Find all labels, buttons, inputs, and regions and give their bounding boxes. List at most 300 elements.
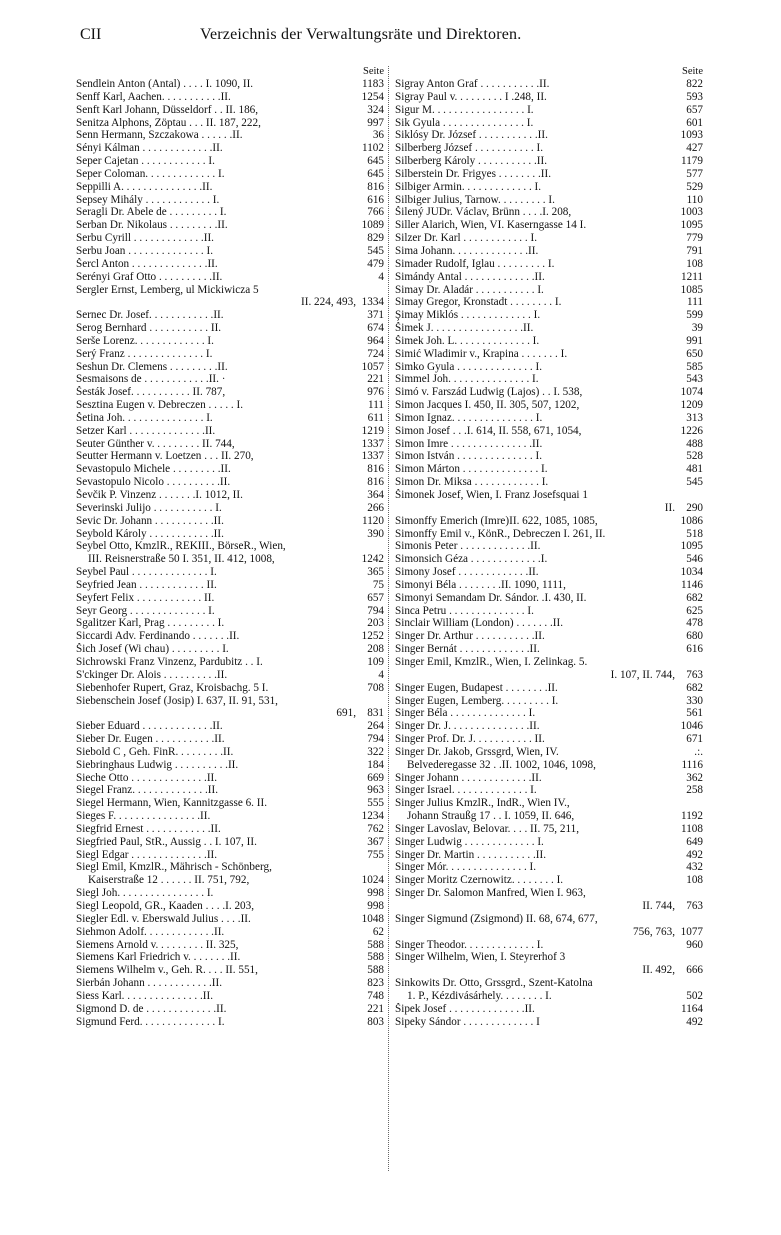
entry-text: Sichrowski Franz Vinzenz, Pardubitz . . I. — [76, 655, 263, 668]
entry-page: 964 — [367, 334, 384, 347]
index-entry — [76, 849, 384, 862]
entry-page: 724 — [367, 347, 384, 360]
entry-text: Simay Gregor, Kronstadt . . . . . . . . I. — [395, 296, 562, 309]
entry-text: Silzer Dr. Karl . . . . . . . . . . . . I. — [395, 232, 537, 245]
index-entry — [76, 296, 384, 309]
entry-page: 371 — [367, 309, 384, 322]
entry-page: 1242 — [361, 553, 384, 566]
entry-text: Siebringhaus Ludwig . . . . . . . . . .II. — [76, 758, 239, 771]
entry-page: 488 — [686, 437, 703, 450]
entry-text: Seyfert Felix . . . . . . . . . . . . II. — [76, 591, 215, 604]
entry-page: 518 — [686, 527, 703, 540]
entry-text: Sieges F. . . . . . . . . . . . . . . .II. — [76, 810, 211, 823]
index-entry — [76, 284, 384, 297]
index-entry — [76, 117, 384, 130]
index-entry — [395, 990, 703, 1003]
entry-page: 822 — [686, 78, 703, 90]
entry-text: Simon Ignaz. . . . . . . . . . . . . . . I. — [395, 411, 543, 424]
entry-text: Simonyi Semandam Dr. Sándor. .I. 430, II. — [395, 591, 587, 604]
entry-page — [675, 489, 703, 502]
entry-page: 39 — [691, 322, 703, 335]
column-divider — [388, 66, 389, 1171]
entry-text: Sergler Ernst, Lemberg, ul Mickiwicza 5 — [76, 283, 259, 296]
index-entry — [395, 91, 703, 104]
entry-page: 763 — [686, 668, 703, 681]
index-entry — [395, 707, 703, 720]
entry-page: 1120 — [362, 514, 384, 527]
index-entry — [395, 823, 703, 836]
entry-page: 1252 — [361, 630, 384, 643]
entry-page: 625 — [686, 604, 703, 617]
entry-page: 1211 — [681, 270, 703, 283]
entry-page: 75 — [372, 578, 384, 591]
entry-page: 62 — [372, 925, 384, 938]
entry-text: Singer Dr. Jakob, Grssgrd, Wien, IV. — [395, 745, 559, 758]
entry-page — [675, 797, 703, 810]
entry-text: Belvederegasse 32 . .II. 1002, 1046, 1098, — [407, 758, 596, 771]
entry-text: Seppilli A. . . . . . . . . . . . . . .II. — [76, 180, 213, 193]
entry-text: Simić Wladimir v., Krapina . . . . . . . I. — [395, 347, 568, 360]
index-entry — [395, 772, 703, 785]
index-entry — [395, 463, 703, 476]
index-entry — [76, 399, 384, 412]
entry-page: 546 — [686, 553, 703, 566]
entry-text: Siegl Edgar . . . . . . . . . . . . . .II. — [76, 848, 218, 861]
index-entry — [76, 823, 384, 836]
entry-text: Seragli Dr. Abele de . . . . . . . . . I. — [76, 206, 227, 219]
index-entry — [395, 438, 703, 451]
entry-page: 258 — [686, 784, 703, 797]
index-entry — [76, 168, 384, 181]
entry-page: 322 — [367, 745, 384, 758]
index-entry — [395, 951, 703, 964]
entry-page: 1179 — [681, 155, 703, 168]
index-entry — [76, 592, 384, 605]
entry-text: Sigmund Ferd. . . . . . . . . . . . . . I. — [76, 1015, 225, 1028]
entry-text: Sieber Dr. Eugen . . . . . . . . . . .II. — [76, 733, 225, 746]
index-entry — [76, 502, 384, 515]
entry-page: 184 — [367, 758, 384, 771]
entry-text: Sevic Dr. Johann . . . . . . . . . . .II. — [76, 514, 224, 527]
index-entry — [76, 656, 384, 669]
index-entry — [76, 836, 384, 849]
index-entry — [76, 643, 384, 656]
index-entry — [395, 617, 703, 630]
entry-page: 671 — [686, 733, 703, 746]
index-entry — [395, 502, 703, 515]
index-entry — [76, 78, 384, 91]
entry-text: Silberberg József . . . . . . . . . . . I. — [395, 142, 544, 155]
index-entry — [395, 142, 703, 155]
entry-text: Serényi Graf Otto . . . . . . . . . .II. — [76, 270, 223, 283]
entry-page: 1108 — [681, 822, 703, 835]
entry-text: Simon Imre . . . . . . . . . . . . . . .II. — [395, 437, 543, 450]
index-entry — [76, 463, 384, 476]
entry-text: Singer Dr. Salomon Manfred, Wien I. 963, — [395, 887, 586, 900]
entry-page: 829 — [367, 232, 384, 245]
index-entry — [395, 540, 703, 553]
entry-page: 1219 — [361, 424, 384, 437]
entry-page: 708 — [367, 681, 384, 694]
entry-text: Simó v. Farszád Ludwig (Lajos) . . I. 538, — [395, 386, 583, 399]
entry-text: Singer Béla . . . . . . . . . . . . . . I. — [395, 707, 536, 720]
index-entry — [395, 656, 703, 669]
index-entry — [395, 335, 703, 348]
index-entry — [76, 194, 384, 207]
index-entry — [395, 695, 703, 708]
index-entry — [76, 617, 384, 630]
index-entry — [76, 181, 384, 194]
index-entry — [395, 361, 703, 374]
index-entry — [395, 348, 703, 361]
entry-text: Sigur M. . . . . . . . . . . . . . . . . I. — [395, 103, 534, 116]
entry-text: Serbu Joan . . . . . . . . . . . . . . I. — [76, 244, 214, 257]
entry-text: Siegfrid Ernest . . . . . . . . . . . .II. — [76, 822, 221, 835]
entry-text: Singer Sigmund (Zsigmond) II. 68, 674, 677, — [395, 912, 598, 925]
index-entry — [76, 874, 384, 887]
entry-text: Sieber Eduard . . . . . . . . . . . . .II. — [76, 720, 223, 733]
index-entry — [395, 643, 703, 656]
entry-page: 645 — [367, 155, 384, 168]
index-entry — [395, 682, 703, 695]
entry-text: III. Reisnerstraße 50 I. 351, II. 412, 1008, — [88, 553, 275, 566]
entry-text: Sgalitzer Karl, Prag . . . . . . . . . I. — [76, 617, 225, 630]
entry-text: Senff Karl, Aachen. . . . . . . . . . .II. — [76, 90, 231, 103]
entry-page: 991 — [686, 334, 703, 347]
entry-page: 502 — [686, 989, 703, 1002]
entry-page: 593 — [686, 90, 703, 103]
index-entry — [395, 630, 703, 643]
entry-page: 998 — [367, 887, 384, 900]
entry-text: Simader Rudolf, Iglau . . . . . . . . . I. — [395, 257, 555, 270]
index-entry — [76, 772, 384, 785]
index-entry — [76, 489, 384, 502]
entry-text: Simonis Peter . . . . . . . . . . . . .II. — [395, 540, 541, 553]
entry-text: Senitza Alphons, Zöptau . . . II. 187, 222, — [76, 116, 261, 129]
index-entry — [76, 977, 384, 990]
index-entry — [76, 129, 384, 142]
index-entry — [395, 784, 703, 797]
index-entry — [395, 232, 703, 245]
entry-text: Setzer Karl . . . . . . . . . . . . . .II. — [76, 424, 216, 437]
left-column — [76, 65, 384, 1028]
entry-page: 1234 — [361, 810, 384, 823]
index-entry — [76, 784, 384, 797]
entry-page: 588 — [367, 938, 384, 951]
index-entry — [395, 309, 703, 322]
entry-page: .:. — [694, 745, 703, 758]
entry-text: Siccardi Adv. Ferdinando . . . . . . .II. — [76, 630, 240, 643]
index-entry — [395, 861, 703, 874]
entry-page: 831 — [367, 707, 384, 720]
index-entry — [395, 810, 703, 823]
index-entry — [395, 553, 703, 566]
entry-text: II. 492, — [642, 964, 675, 977]
entry-page: 367 — [367, 835, 384, 848]
entry-text: Sinca Petru . . . . . . . . . . . . . . I. — [395, 604, 534, 617]
entry-page: 264 — [367, 720, 384, 733]
entry-text: Singer Prof. Dr. J. . . . . . . . . . . II. — [395, 733, 545, 746]
index-entry — [395, 284, 703, 297]
entry-page: 290 — [686, 501, 703, 514]
entry-page: 110 — [686, 193, 703, 206]
entry-text: Šimek J. . . . . . . . . . . . . . . . .II. — [395, 322, 534, 335]
entry-text: Siegler Edl. v. Eberswald Julius . . . .II. — [76, 912, 251, 925]
index-entry — [395, 1003, 703, 1016]
entry-text: Siegl Emil, KmzlR., Mährisch - Schönberg, — [76, 861, 272, 874]
index-entry — [395, 566, 703, 579]
entry-page: 479 — [367, 257, 384, 270]
index-entry — [76, 104, 384, 117]
entry-page: 650 — [686, 347, 703, 360]
entry-text: I. 107, II. 744, — [610, 668, 675, 681]
index-entry — [395, 450, 703, 463]
index-entry — [395, 1016, 703, 1029]
index-entry — [76, 309, 384, 322]
entry-page: 645 — [367, 167, 384, 180]
entry-text: Sinkowits Dr. Otto, Grssgrd., Szent-Katolna — [395, 977, 593, 990]
entry-page: 362 — [686, 771, 703, 784]
index-entry — [395, 926, 703, 939]
entry-page: 588 — [367, 951, 384, 964]
index-entry — [395, 849, 703, 862]
seite-label: Seite — [682, 66, 703, 77]
entry-text: Simony Josef . . . . . . . . . . . . .II. — [395, 566, 539, 579]
entry-page: 1337 — [361, 437, 384, 450]
index-entry — [395, 836, 703, 849]
entry-text: Seper Cajetan . . . . . . . . . . . . I. — [76, 155, 215, 168]
index-entry — [76, 797, 384, 810]
index-entry — [395, 271, 703, 284]
entry-page: 1116 — [681, 758, 703, 771]
index-entry — [395, 759, 703, 772]
index-entry — [395, 720, 703, 733]
entry-page: 1034 — [680, 566, 703, 579]
entry-text: Siller Alarich, Wien, VI. Kaserngasse 14 I. — [395, 219, 587, 232]
entry-page: 674 — [367, 322, 384, 335]
entry-page: 427 — [686, 142, 703, 155]
entry-text: Kaiserstraße 12 . . . . . . II. 751, 792, — [88, 874, 250, 887]
entry-page — [675, 913, 703, 926]
entry-text: Singer Bernát . . . . . . . . . . . . .II. — [395, 643, 540, 656]
entry-text: Šich Josef (Wi chau) . . . . . . . . . I. — [76, 643, 229, 656]
index-entry — [395, 605, 703, 618]
right-column — [395, 65, 703, 1028]
entry-page: 561 — [686, 707, 703, 720]
entry-text: Siebenhofer Rupert, Graz, Kroisbachg. 5 I. — [76, 681, 269, 694]
entry-page: 1086 — [680, 514, 703, 527]
entry-page: 545 — [367, 244, 384, 257]
entry-page — [356, 695, 384, 708]
entry-text: II. 224, 493, — [301, 296, 356, 309]
entry-text: Sigmond D. de . . . . . . . . . . . . .II. — [76, 1002, 227, 1015]
entry-text: Simándy Antal . . . . . . . . . . . . .II. — [395, 270, 545, 283]
index-entry — [395, 129, 703, 142]
entry-page: 1226 — [680, 424, 703, 437]
entry-text: Severinski Julijo . . . . . . . . . . . I. — [76, 501, 222, 514]
index-entry — [76, 335, 384, 348]
entry-text: Singer Israel. . . . . . . . . . . . . . I. — [395, 784, 537, 797]
index-entry — [76, 450, 384, 463]
entry-text: Singer Theodor. . . . . . . . . . . . . I. — [395, 938, 544, 951]
entry-page: 221 — [367, 1002, 384, 1015]
entry-text: Sevastopulo Nicolo . . . . . . . . . .II. — [76, 476, 231, 489]
entry-page: 108 — [686, 257, 703, 270]
index-entry — [76, 990, 384, 1003]
index-entry — [395, 386, 703, 399]
entry-text: Sevastopulo Michele . . . . . . . . .II. — [76, 463, 231, 476]
entry-text: Šimonek Josef, Wien, I. Franz Josefsquai 1 — [395, 489, 588, 501]
index-entry — [76, 887, 384, 900]
entry-page: 616 — [686, 643, 703, 656]
index-entry — [395, 425, 703, 438]
entry-text: Simko Gyula . . . . . . . . . . . . . . I. — [395, 360, 542, 373]
entry-text: 1. P., Kézdivásárhely. . . . . . . . I. — [407, 989, 552, 1002]
entry-page: 748 — [367, 989, 384, 1002]
entry-text: Serý Franz . . . . . . . . . . . . . . I. — [76, 347, 213, 360]
entry-page: 1048 — [361, 912, 384, 925]
index-entry — [76, 412, 384, 425]
entry-page: 816 — [367, 463, 384, 476]
entry-page — [675, 977, 703, 990]
entry-text: Šilený JUDr. Václav, Brünn . . . .I. 208, — [395, 206, 572, 219]
index-entry — [76, 142, 384, 155]
entry-page: 1192 — [681, 810, 703, 823]
entry-text: Šimek Joh. L. . . . . . . . . . . . . . I. — [395, 334, 540, 347]
entry-text: Seshun Dr. Clemens . . . . . . . . .II. — [76, 360, 228, 373]
entry-page: 545 — [686, 476, 703, 489]
page-title: Verzeichnis der Verwaltungsräte und Direktoren. — [200, 26, 522, 43]
entry-page: 492 — [686, 848, 703, 861]
entry-text: Singer Dr. Arthur . . . . . . . . . . .II. — [395, 630, 545, 643]
entry-text: Seybel Paul . . . . . . . . . . . . . . I. — [76, 566, 217, 579]
index-entry — [395, 733, 703, 746]
entry-page: 208 — [367, 643, 384, 656]
index-entry — [76, 900, 384, 913]
index-entry — [76, 515, 384, 528]
entry-page: 680 — [686, 630, 703, 643]
entry-page: 997 — [367, 116, 384, 129]
index-entry — [76, 245, 384, 258]
entry-text: II. — [664, 501, 675, 514]
entry-text: Sényi Kálman . . . . . . . . . . . . .II. — [76, 142, 223, 155]
entry-text: Singer Wilhelm, Wien, I. Steyrerhof 3 — [395, 951, 566, 964]
entry-page: 1334 — [361, 296, 384, 309]
entry-page: 1046 — [680, 720, 703, 733]
index-entry — [76, 707, 384, 720]
entry-page: 1089 — [361, 219, 384, 232]
entry-text: Simon Josef . . .I. 614, II. 558, 671, 1054, — [395, 424, 582, 437]
entry-page: 1183 — [362, 78, 384, 90]
index-entry — [395, 900, 703, 913]
entry-text: Sesmaisons de . . . . . . . . . . . .II. · — [76, 373, 226, 386]
index-entry — [76, 373, 384, 386]
index-entry — [76, 720, 384, 733]
index-entry — [76, 425, 384, 438]
entry-text: Siehmon Adolf. . . . . . . . . . . . .II. — [76, 925, 225, 938]
entry-page: 816 — [367, 476, 384, 489]
entry-text: Seyr Georg . . . . . . . . . . . . . . I. — [76, 604, 215, 617]
entry-text: Šipek Josef . . . . . . . . . . . . . .II. — [395, 1002, 535, 1015]
entry-page: 766 — [367, 206, 384, 219]
entry-text: Siess Karl. . . . . . . . . . . . . . .II. — [76, 989, 214, 1002]
entry-text: 691, — [336, 707, 356, 720]
entry-text: Seuter Günther v. . . . . . . . . II. 744, — [76, 437, 235, 450]
index-entry — [395, 219, 703, 232]
index-entry — [76, 540, 384, 553]
entry-text: Simmel Joh. . . . . . . . . . . . . . . I. — [395, 373, 539, 386]
entry-text: II. 744, — [642, 900, 675, 912]
entry-text: Simonffy Emerich (Imre)II. 622, 1085, 1085, — [395, 514, 598, 527]
entry-page: 528 — [686, 450, 703, 463]
entry-page: 791 — [686, 244, 703, 257]
index-entry — [76, 939, 384, 952]
index-entry — [395, 373, 703, 386]
entry-page: 1337 — [361, 450, 384, 463]
index-entry — [76, 605, 384, 618]
entry-page: 762 — [367, 822, 384, 835]
entry-text: Siebold C , Geh. FinR. . . . . . . . .II. — [76, 745, 234, 758]
seite-label: Seite — [363, 66, 384, 77]
entry-text: Sipeky Sándor . . . . . . . . . . . . . I — [395, 1015, 540, 1028]
entry-page: 611 — [367, 411, 384, 424]
page-number: CII — [80, 26, 102, 43]
entry-text: Johann Straußg 17 . . I. 1059, II. 646, — [407, 810, 575, 823]
entry-text: Sigray Anton Graf . . . . . . . . . . .II. — [395, 78, 550, 90]
index-entry — [395, 746, 703, 759]
entry-text: S'ckinger Dr. Alois . . . . . . . . . .II. — [76, 668, 228, 681]
index-entry — [395, 528, 703, 541]
entry-page: 1095 — [680, 540, 703, 553]
entry-page: 313 — [686, 411, 703, 424]
entry-text: Siegel Hermann, Wien, Kannitzgasse 6. II. — [76, 797, 268, 810]
entry-text: Singer Mór. . . . . . . . . . . . . . . I. — [395, 861, 537, 874]
entry-page: 36 — [372, 129, 384, 142]
entry-text: Serog Bernhard . . . . . . . . . . . II. — [76, 322, 222, 335]
index-entry — [76, 926, 384, 939]
entry-text: Şimay Miklós . . . . . . . . . . . . . I. — [395, 309, 541, 322]
entry-page: 763 — [686, 900, 703, 912]
entry-text: Seyfried Jean . . . . . . . . . . . . II. — [76, 578, 217, 591]
index-entry — [395, 104, 703, 117]
entry-page: 1254 — [361, 90, 384, 103]
entry-text: Siegel Franz. . . . . . . . . . . . . .II. — [76, 784, 218, 797]
entry-text: Siegl Joh. . . . . . . . . . . . . . . . I. — [76, 887, 214, 900]
entry-page: 1209 — [680, 399, 703, 412]
entry-text: Silberberg Károly . . . . . . . . . . .II. — [395, 155, 548, 168]
index-entry — [395, 117, 703, 130]
index-entry — [395, 245, 703, 258]
index-entry — [395, 977, 703, 990]
entry-page: 4 — [378, 270, 384, 283]
index-entry — [76, 232, 384, 245]
index-entry — [76, 322, 384, 335]
entry-page: 588 — [367, 964, 384, 977]
index-entry — [76, 438, 384, 451]
entry-text: Simonyi Béla . . . . . . . .II. 1090, 1111, — [395, 578, 566, 591]
entry-text: Simonffy Emil v., KönR., Debreczen I. 261, II. — [395, 527, 606, 540]
entry-page: 794 — [367, 604, 384, 617]
index-entry — [395, 874, 703, 887]
entry-page: 1146 — [681, 578, 703, 591]
entry-text: Seybel Otto, KmzlR., REKIII., BörseR., Wien, — [76, 540, 286, 553]
entry-text: Siegl Leopold, GR., Kaaden . . . .I. 203, — [76, 900, 255, 912]
entry-text: Senn Hermann, Szczakowa . . . . . .II. — [76, 129, 243, 142]
index-entry — [395, 181, 703, 194]
entry-page: 998 — [367, 900, 384, 912]
index-entry — [76, 733, 384, 746]
entry-text: Singer Dr. J. . . . . . . . . . . . . . .II. — [395, 720, 540, 733]
